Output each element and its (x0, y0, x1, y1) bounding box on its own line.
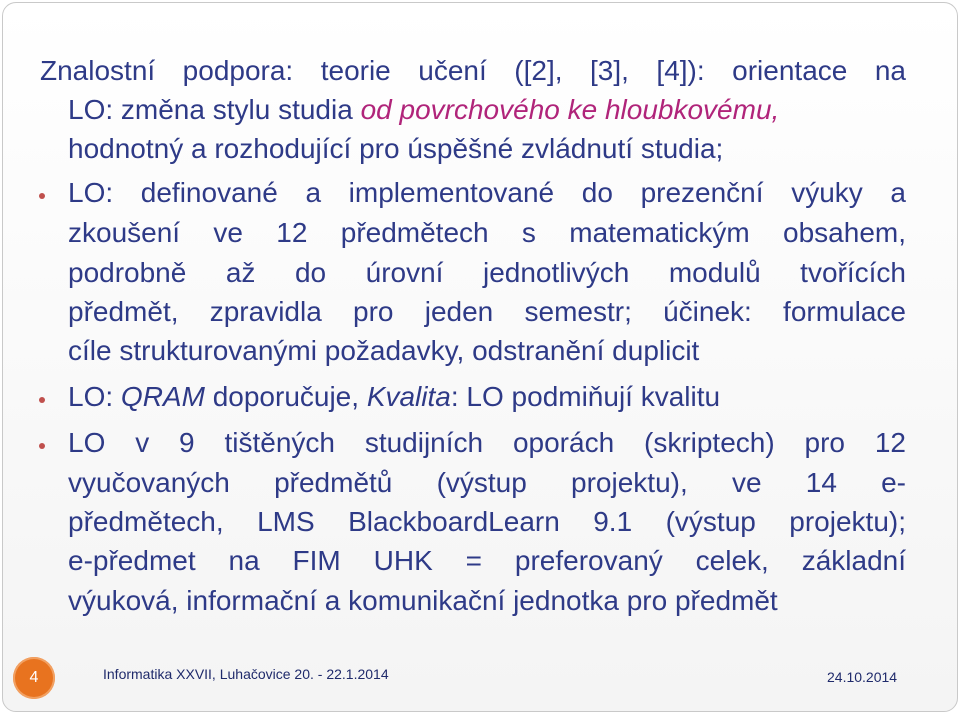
bullet-1-line-4: předmět, zpravidla pro jeden semestr; účinek: formulace (68, 296, 906, 327)
bullet-1-line-5: cíle strukturovanými požadavky, odstranění duplicit (68, 335, 700, 366)
bullet-dot-3 (39, 443, 45, 449)
intro-line-1: Znalostní podpora: teorie učení ([2], [3], [4]): orientace na (40, 55, 906, 86)
bullet-3-line-3: předmětech, LMS BlackboardLearn 9.1 (výstup projektu); (68, 506, 906, 537)
page-number-badge: 4 (13, 657, 55, 699)
bullet-2-middle: doporučuje, (204, 381, 367, 412)
intro-line-3: hodnotný a rozhodující pro úspěšné zvládnutí studia; (68, 133, 724, 164)
bullet-dot-2 (39, 397, 45, 403)
bullet-dot-1 (39, 193, 45, 199)
footer-date: 24.10.2014 (827, 669, 898, 685)
bullet-2-suffix: : LO podmiňují kvalitu (450, 381, 721, 412)
intro-line-2-text: LO: změna stylu studia (68, 94, 361, 125)
bullet-3-line-2: vyučovaných předmětů (výstup projektu), ve 14 e- (68, 467, 906, 498)
bullet-2-kvalita: Kvalita (366, 381, 451, 412)
footer-event-text: Informatika XXVII, Luhačovice 20. - 22.1.2014 (103, 666, 389, 682)
bullet-2-line (68, 381, 720, 413)
intro-line-2 (68, 94, 779, 126)
bullet-1-line-3: podrobně až do úrovní jednotlivých modulů tvořících (68, 257, 906, 288)
intro-line-2-highlight: od povrchového ke hloubkovému, (360, 94, 780, 125)
bullet-2-prefix: LO: (68, 381, 121, 412)
bullet-1-line-2: zkoušení ve 12 předmětech s matematickým obsahem, (68, 217, 906, 248)
bullet-1-line-1: LO: definované a implementované do prezenční výuky a (68, 177, 906, 208)
bullet-2-qram: QRAM (120, 381, 205, 412)
bullet-3-line-4: e-předmet na FIM UHK = preferovaný celek, základní (68, 545, 906, 576)
bullet-3-line-1: LO v 9 tištěných studijních oporách (skriptech) pro 12 (68, 427, 906, 458)
bullet-3-line-5: výuková, informační a komunikační jednotka pro předmět (68, 585, 778, 616)
